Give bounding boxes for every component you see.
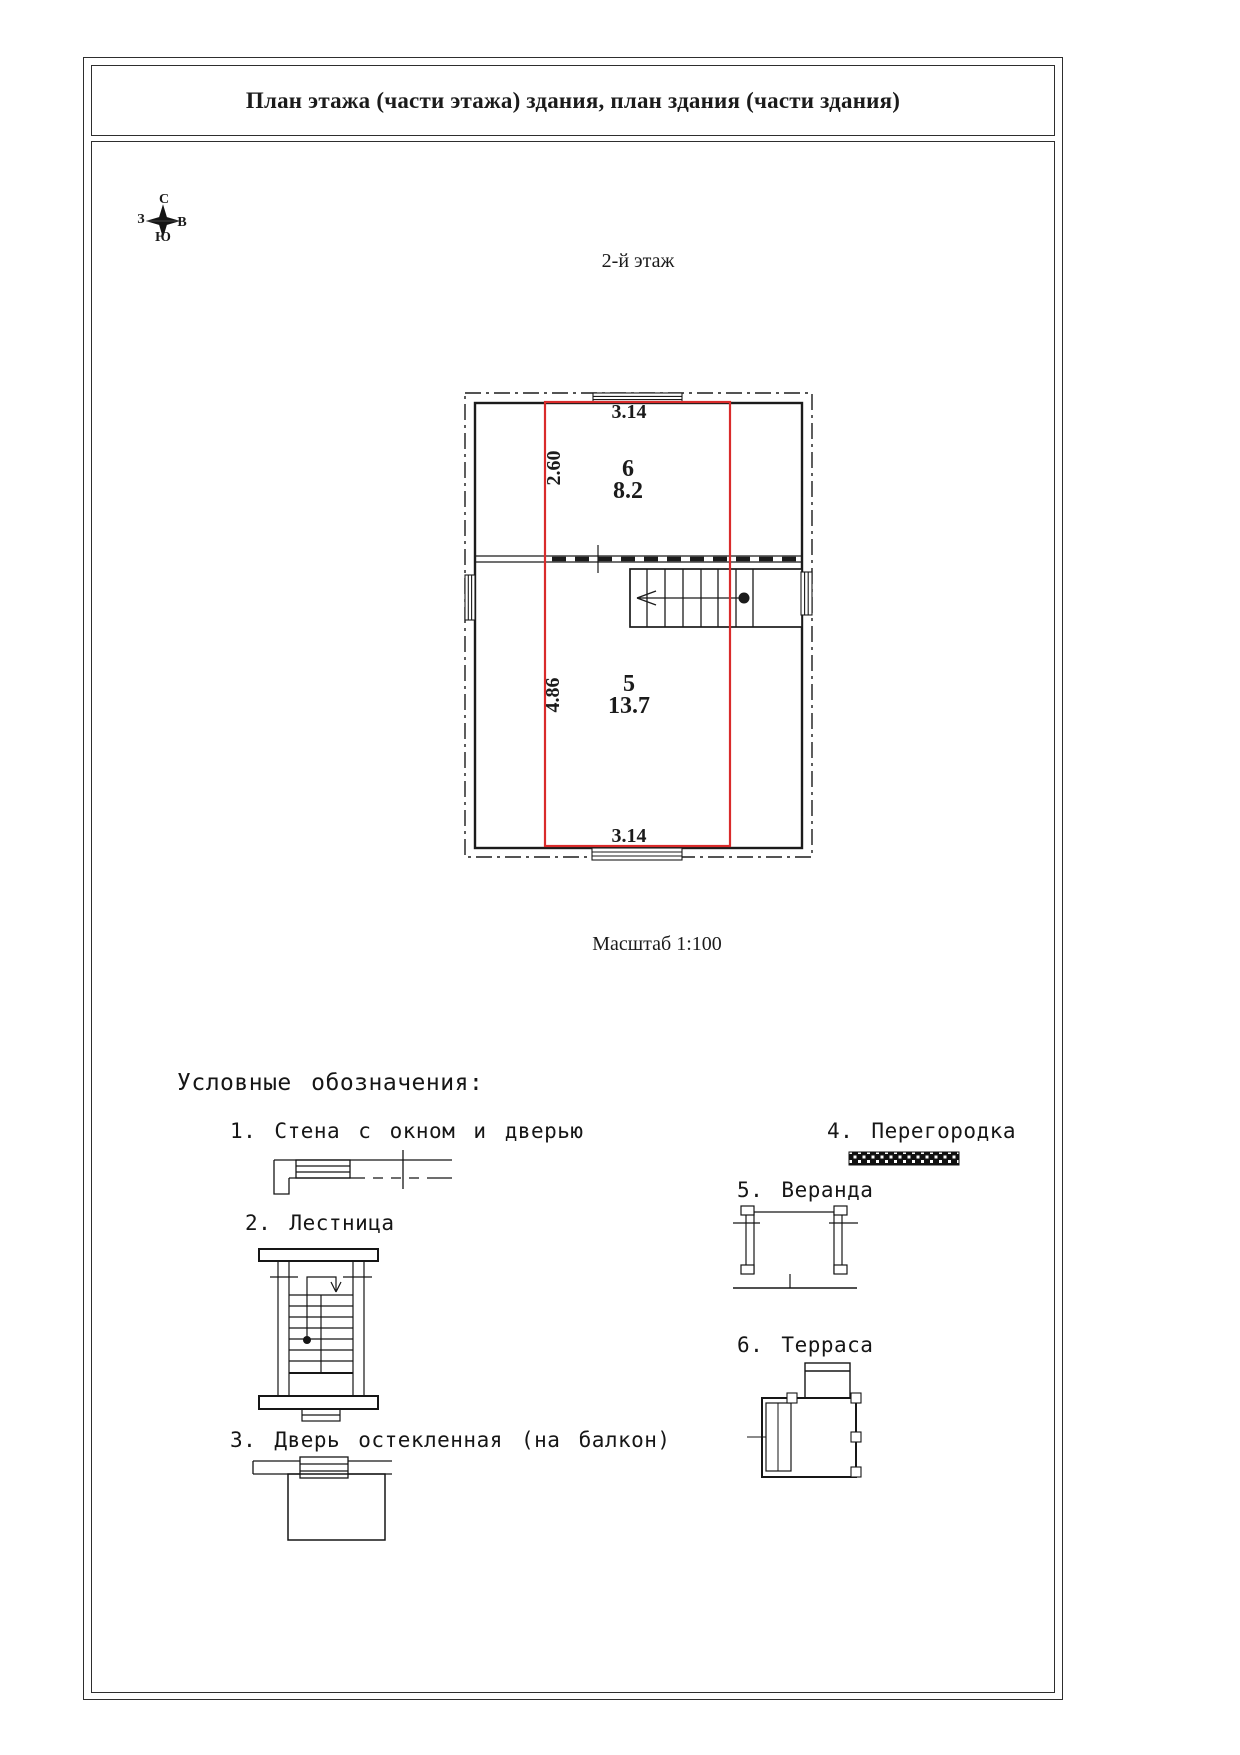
legend-diagram-partition — [848, 1150, 963, 1168]
title-box — [91, 65, 1055, 136]
floor-label: 2-й этаж — [601, 250, 675, 272]
legend-item-terrace: 6. Терраса — [737, 1333, 874, 1357]
legend-header: Условные обозначения: — [177, 1070, 484, 1096]
legend-diagram-glazed-door — [245, 1450, 405, 1550]
room-5-number: 5 — [623, 671, 635, 697]
dimension-room6-depth: 2.60 — [543, 450, 565, 486]
legend-diagram-wall-window-door — [248, 1145, 458, 1200]
compass-north-label: С — [158, 192, 170, 207]
window-bottom — [592, 848, 682, 860]
room-6-number: 6 — [622, 456, 634, 482]
legend-item-veranda: 5. Веранда — [737, 1178, 874, 1202]
dimension-room5-depth: 4.86 — [542, 677, 564, 713]
room-5-label — [579, 671, 679, 719]
room-6-label — [578, 456, 678, 504]
room-6-area: 8.2 — [613, 478, 643, 504]
legend-item-partition: 4. Перегородка — [827, 1119, 1017, 1143]
content-border — [91, 141, 1055, 1693]
legend-item-wall-window-door: 1. Стена с окном и дверью — [230, 1119, 584, 1143]
compass-east-label: В — [177, 215, 187, 230]
legend-item-staircase: 2. Лестница — [245, 1211, 395, 1235]
window-right — [801, 572, 812, 615]
compass-south-label: Ю — [155, 230, 171, 245]
legend-diagram-terrace — [745, 1358, 870, 1488]
room-5-area: 13.7 — [608, 693, 650, 719]
window-left — [465, 575, 475, 620]
legend-item-glazed-door: 3. Дверь остекленная (на балкон) — [230, 1428, 671, 1452]
compass-west-label: З — [137, 212, 145, 227]
page-title: План этажа (части этажа) здания, план здания (части здания) — [245, 87, 901, 113]
scale-label: Масштаб 1:100 — [592, 933, 722, 955]
legend-diagram-staircase — [250, 1245, 400, 1425]
legend-diagram-veranda — [728, 1203, 863, 1298]
dimension-top-width: 3.14 — [611, 401, 647, 423]
stair-newel-post — [739, 593, 750, 604]
staircase — [630, 569, 802, 627]
dimension-bottom-width: 3.14 — [611, 825, 647, 847]
